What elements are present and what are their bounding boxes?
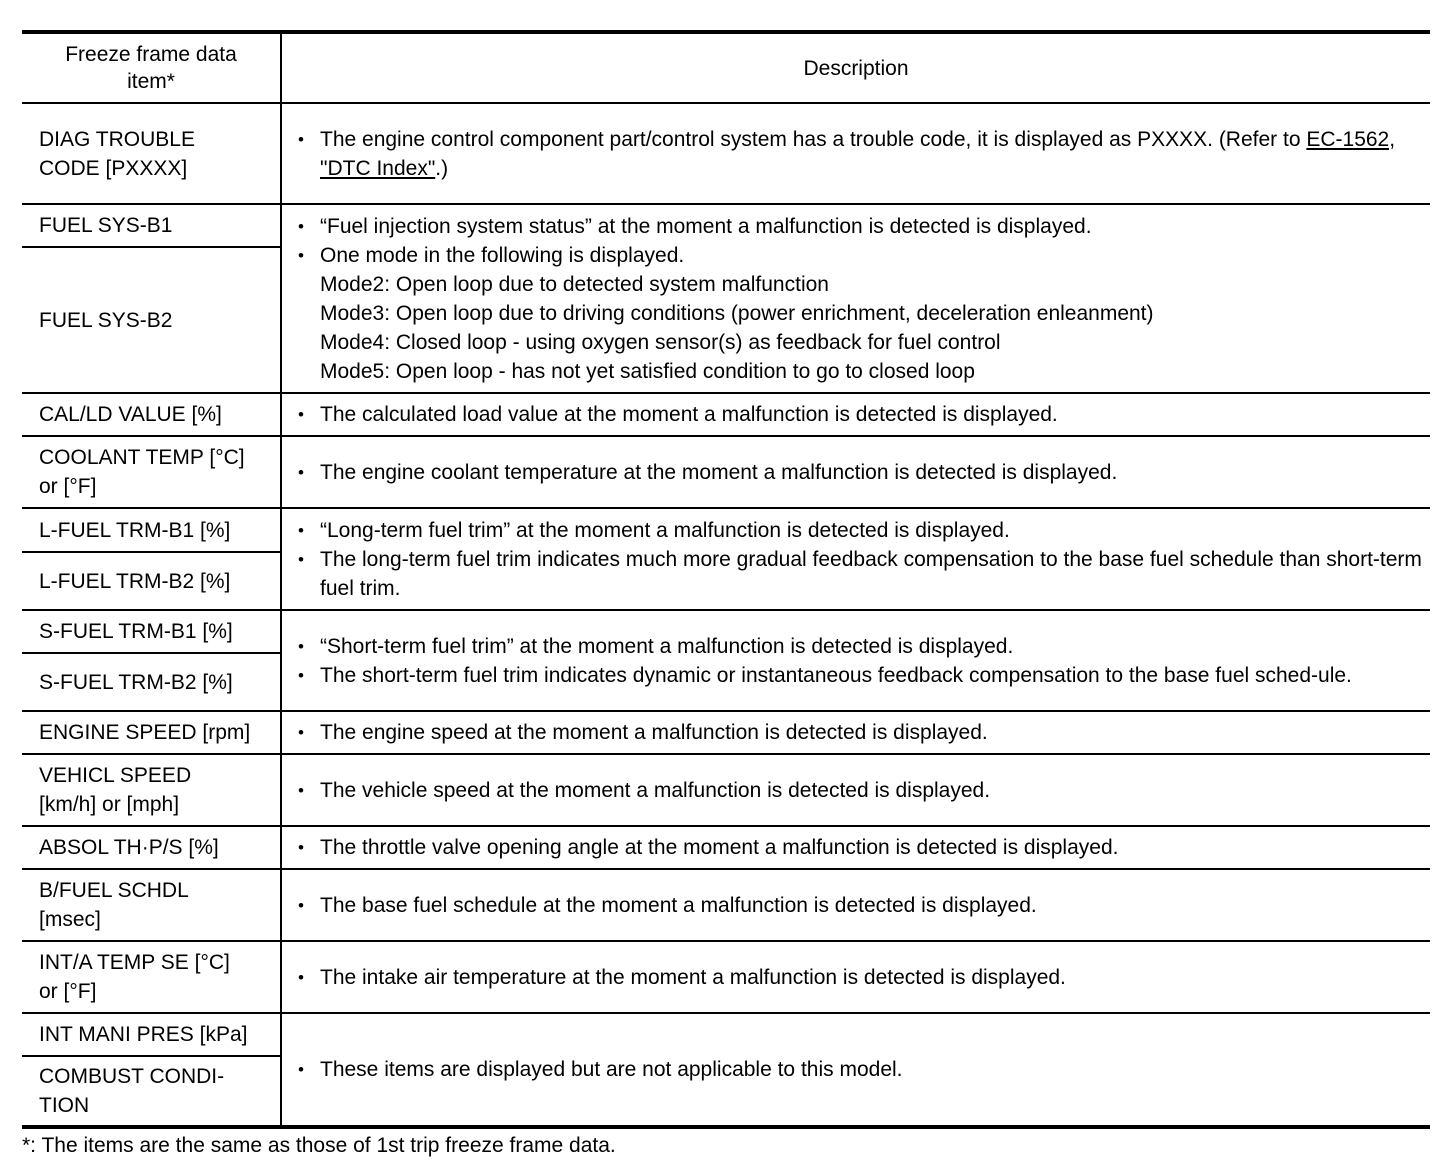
item-label: ABSOL TH·P/S [%] xyxy=(39,836,219,859)
item-label: ENGINE SPEED [rpm] xyxy=(39,721,251,744)
item-label: DIAG TROUBLE CODE [PXXXX] xyxy=(39,127,195,180)
description-bullet: • The engine coolant temperature at the moment a malfunction is detected is displayed. xyxy=(298,458,1117,487)
table-bottom-rule xyxy=(22,1125,1430,1129)
table-row-l-fuel-b2 xyxy=(22,553,280,609)
table-row-cal-ld-desc xyxy=(282,394,1430,435)
table-row-diag-item xyxy=(22,104,280,203)
description-bullet: • The base fuel schedule at the moment a malfunction is detected is displayed. xyxy=(298,891,1037,920)
description-bullet: • The calculated load value at the moment a malfunction is detected is displayed. xyxy=(298,400,1058,429)
table-row-cal-ld-item xyxy=(22,394,280,435)
table-row-vehicle-speed-desc xyxy=(282,755,1430,825)
table-row-na-desc xyxy=(282,1014,1430,1125)
description-bullet: • The long-term fuel trim indicates much more gradual feedback compensation to the base fuel schedule than short-term fuel trim. xyxy=(298,545,1424,603)
footnote: *: The items are the same as those of 1st trip freeze frame data. xyxy=(22,1134,616,1157)
table-row-int-mani-pres xyxy=(22,1014,280,1055)
description-bullet: • One mode in the following is displayed. xyxy=(298,241,1154,270)
header-description-label: Description xyxy=(803,56,909,80)
table-row-b-fuel-desc xyxy=(282,870,1430,940)
description-bullet: • The intake air temperature at the moment a malfunction is detected is displayed. xyxy=(298,963,1066,992)
description-bullet: • The short-term fuel trim indicates dynamic or instantaneous feedback compensation to the base fuel sched-ule. xyxy=(298,661,1352,690)
mode-line: Mode4: Closed loop - using oxygen sensor(s) as feedback for fuel control xyxy=(320,330,1001,354)
table-row-l-fuel-desc xyxy=(282,509,1430,609)
table-row-fuel-sys-desc xyxy=(282,205,1430,392)
table-row-coolant-item xyxy=(22,437,280,507)
table-row-absol-item xyxy=(22,827,280,868)
item-label: FUEL SYS-B2 xyxy=(39,308,173,332)
description-bullet: • “Long-term fuel trim” at the moment a malfunction is detected is displayed. xyxy=(298,516,1424,545)
table-row-fuel-sys-b2 xyxy=(22,248,280,392)
item-label: [msec] xyxy=(39,908,101,931)
table-row-s-fuel-desc xyxy=(282,611,1430,710)
item-label: [km/h] or [mph] xyxy=(39,793,180,816)
table-row-engine-speed-item xyxy=(22,712,280,753)
item-label: INT MANI PRES [kPa] xyxy=(39,1023,248,1046)
mode-line: Mode5: Open loop - has not yet satisfied condition to go to closed loop xyxy=(320,359,975,383)
item-label: L-FUEL TRM-B1 [%] xyxy=(39,518,231,542)
description-text: .) xyxy=(435,156,449,180)
item-label: S-FUEL TRM-B2 [%] xyxy=(39,670,233,694)
description-bullet: • The engine speed at the moment a malfunction is detected is displayed. xyxy=(298,718,988,747)
description-text: The engine control component part/control system has a trouble code, it is displayed as PXXXX. (Refer to xyxy=(320,127,1307,151)
table-row-b-fuel-item xyxy=(22,870,280,940)
item-label: FUEL SYS-B1 xyxy=(39,214,173,237)
table-row-combust-condition xyxy=(22,1057,280,1125)
mode-line: Mode3: Open loop due to driving conditions (power enrichment, deceleration enleanment) xyxy=(320,301,1154,325)
item-label: VEHICL SPEED xyxy=(39,764,192,787)
mode-line: Mode2: Open loop due to detected system malfunction xyxy=(320,272,829,296)
table-row-s-fuel-b2 xyxy=(22,654,280,710)
table-row-s-fuel-b1 xyxy=(22,611,280,652)
table-row-engine-speed-desc xyxy=(282,712,1430,753)
table-row-coolant-desc xyxy=(282,437,1430,507)
table-row-absol-desc xyxy=(282,827,1430,868)
item-label: COOLANT TEMP [°C] xyxy=(39,446,245,469)
dtc-index-link[interactable]: EC-1562, "DTC Index" xyxy=(320,127,1396,180)
description-bullet: • The throttle valve opening angle at the moment a malfunction is detected is displayed. xyxy=(298,833,1118,862)
item-label: INT/A TEMP SE [°C] xyxy=(39,951,230,974)
description-bullet xyxy=(298,125,1424,183)
table-row-l-fuel-b1 xyxy=(22,509,280,551)
description-bullet: • “Short-term fuel trim” at the moment a malfunction is detected is displayed. xyxy=(298,632,1352,661)
description-bullet: • “Fuel injection system status” at the moment a malfunction is detected is displayed. xyxy=(298,212,1154,241)
header-item-column xyxy=(22,34,280,102)
item-label: B/FUEL SCHDL xyxy=(39,879,189,902)
item-label: L-FUEL TRM-B2 [%] xyxy=(39,569,231,593)
item-label: CAL/LD VALUE [%] xyxy=(39,403,222,426)
item-label: or [°F] xyxy=(39,980,97,1003)
item-label: S-FUEL TRM-B1 [%] xyxy=(39,620,233,643)
description-bullet: • The vehicle speed at the moment a malfunction is detected is displayed. xyxy=(298,776,990,805)
header-description-column xyxy=(282,34,1430,102)
table-row-fuel-sys-b1 xyxy=(22,205,280,246)
item-label: or [°F] xyxy=(39,475,97,498)
table-row-int-a-item xyxy=(22,942,280,1012)
table-row-int-a-desc xyxy=(282,942,1430,1012)
header-item-label: Freeze frame data item* xyxy=(65,43,237,93)
table-row-diag-desc xyxy=(282,104,1430,203)
description-bullet: • These items are displayed but are not applicable to this model. xyxy=(298,1055,903,1084)
table-row-vehicle-speed-item xyxy=(22,755,280,825)
item-label: COMBUST CONDI-TION xyxy=(39,1065,225,1117)
